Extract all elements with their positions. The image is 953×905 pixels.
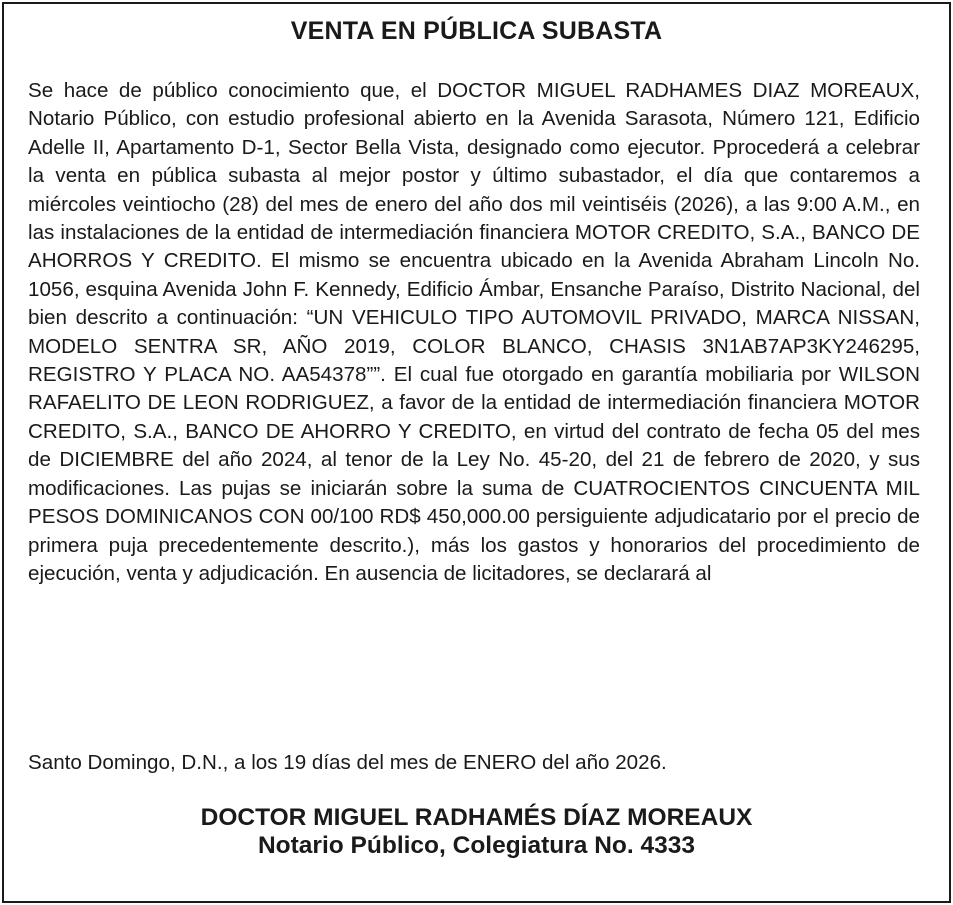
- signature-name: DOCTOR MIGUEL RADHAMÉS DÍAZ MOREAUX: [200, 804, 753, 831]
- notice-title: VENTA EN PÚBLICA SUBASTA: [290, 17, 663, 45]
- signature-block: [4, 804, 949, 860]
- notice-body: Se hace de público conocimiento que, el DOCTOR MIGUEL RADHAMES DIAZ MOREAUX, Notario Público, con estudio profesional abierto en la Avenida Sarasota, Número 121, Edificio Adelle II, Apartamento D-1, Sector Bella Vista, designado como ejecutor. Pprocederá a celebrar la venta en pública subasta al mejor postor y último subastador, el día que contaremos a miércoles veintiocho (28) del mes de enero del año dos mil veintiséis (2026), a las 9:00 A.M., en las instalaciones de la entidad de intermediación financiera MOTOR CREDITO, S.A., BANCO DE AHORROS Y CREDITO. El mismo se encuentra ubicado en la Avenida Abraham Lincoln No. 1056, esquina Avenida John F. Kennedy, Edificio Ámbar, Ensanche Paraíso, Distrito Nacional, del bien descrito a continuación: “UN VEHICULO TIPO AUTOMOVIL PRIVADO, MARCA NISSAN, MODELO SENTRA SR, AÑO 2019, COLOR BLANCO, CHASIS 3N1AB7AP3KY246295, REGISTRO Y PLACA NO. AA54378””. El cual fue otorgado en garantía mobiliaria por WILSON RAFAELITO DE LEON RODRIGUEZ, a favor de la entidad de intermediación financiera MOTOR CREDITO, S.A., BANCO DE AHORRO Y CREDITO, en virtud del contrato de fecha 05 del mes de DICIEMBRE del año 2024, al tenor de la Ley No. 45-20, del 21 de febrero de 2020, y sus modificaciones. Las pujas se iniciarán sobre la suma de CUATROCIENTOS CINCUENTA MIL PESOS DOMINICANOS CON 00/100 RD$ 450,000.00 persiguiente adjudicatario por el precio de primera puja precedentemente descrito.), más los gastos y honorarios del procedimiento de ejecución, venta y adjudicación. En ausencia de licitadores, se declarará al: [28, 79, 920, 585]
- signature-title: Notario Público, Colegiatura No. 4333: [257, 832, 695, 859]
- legal-notice: [2, 2, 951, 903]
- notice-closing-date: Santo Domingo, D.N., a los 19 días del mes de ENERO del año 2026.: [28, 751, 667, 774]
